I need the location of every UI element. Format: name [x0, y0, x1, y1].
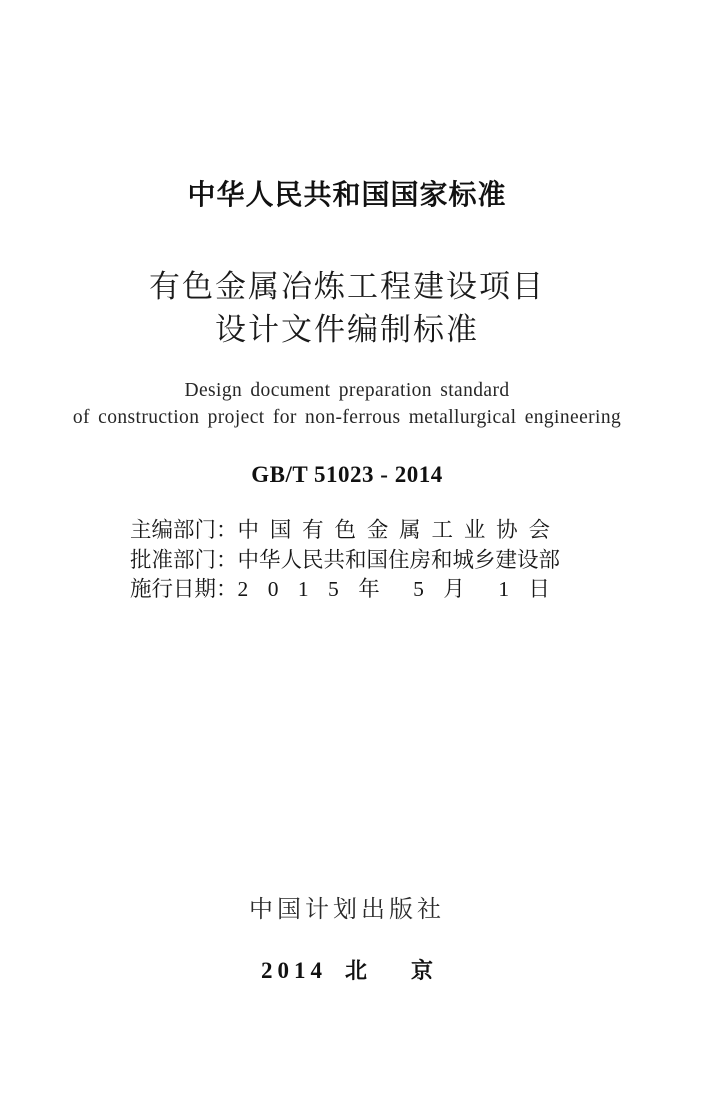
standard-details: [130, 516, 561, 605]
standard-title-line1: 有色金属冶炼工程建设项目: [149, 269, 545, 304]
standard-title-english-line1: Design document preparation standard: [184, 380, 510, 401]
edition-year: 2014: [260, 957, 327, 983]
detail-value: 中华人民共和国住房和城乡建设部: [237, 547, 561, 572]
detail-row-chief-editing-department: [130, 516, 550, 546]
detail-label: 主编部门：: [130, 518, 238, 542]
standard-title-english: [0, 377, 694, 431]
standard-kind-heading: 中华人民共和国国家标准: [187, 178, 507, 211]
standard-title-line2: 设计文件编制标准: [215, 312, 479, 347]
publisher-name: 中国计划出版社: [249, 896, 445, 923]
detail-row-approving-department: [130, 546, 561, 576]
standard-title-english-line2: of construction project for non-ferrous metallurgical engineering: [72, 407, 622, 428]
detail-value: 2 0 1 5 年 5 月 1 日: [237, 577, 550, 601]
edition-line: [0, 954, 694, 985]
edition-city: 北 京: [344, 958, 433, 984]
detail-label: 批准部门：: [130, 547, 238, 572]
detail-label: 施行日期：: [130, 577, 238, 601]
detail-row-effective-date: [130, 575, 550, 605]
standard-title: [0, 265, 694, 351]
standard-code: GB/T 51023 - 2014: [251, 462, 443, 487]
detail-value: 中 国 有 色 金 属 工 业 协 会: [237, 518, 550, 542]
